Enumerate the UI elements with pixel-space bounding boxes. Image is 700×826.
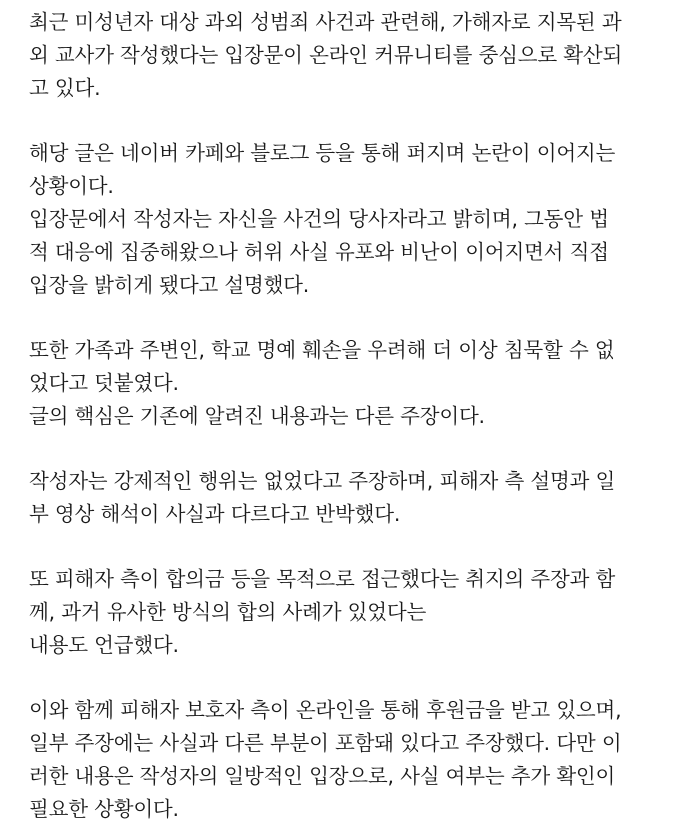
paragraph-gap: [29, 433, 689, 465]
text-line: 작성자는 강제적인 행위는 없었다고 주장하며, 피해자 측 설명과 일: [29, 469, 616, 493]
text-line: 께, 과거 유사한 방식의 합의 사례가 있었다는: [29, 600, 427, 624]
text-line: 고 있다.: [29, 76, 101, 100]
text-line: 적 대응에 집중해왔으나 허위 사실 유포와 비난이 이어지면서 직접: [29, 240, 609, 264]
paragraph-gap: [29, 531, 689, 563]
paragraph-gap: [29, 662, 689, 694]
text-line: 입장문에서 작성자는 자신을 사건의 당사자라고 밝히며, 그동안 법: [29, 207, 609, 231]
text-line: 외 교사가 작성했다는 입장문이 온라인 커뮤니티를 중심으로 확산되: [29, 43, 623, 67]
text-line: 해당 글은 네이버 카페와 블로그 등을 통해 퍼지며 논란이 이어지는: [29, 141, 616, 165]
text-line: 입장을 밝히게 됐다고 설명했다.: [29, 273, 310, 297]
article-body: [29, 6, 689, 826]
paragraph-gap: [29, 302, 689, 334]
text-line: 러한 내용은 작성자의 일방적인 입장으로, 사실 여부는 추가 확인이: [29, 764, 616, 788]
text-line: 최근 미성년자 대상 과외 성범죄 사건과 관련해, 가해자로 지목된 과: [29, 10, 622, 34]
text-line: 글의 핵심은 기존에 알려진 내용과는 다른 주장이다.: [29, 404, 485, 428]
paragraph-gap: [29, 105, 689, 137]
text-line: 또 피해자 측이 합의금 등을 목적으로 접근했다는 취지의 주장과 함: [29, 567, 616, 591]
text-line: 내용도 언급했다.: [29, 633, 179, 657]
text-line: 일부 주장에는 사실과 다른 부분이 포함돼 있다고 주장했다. 다만 이: [29, 731, 622, 755]
text-line: 었다고 덧붙였다.: [29, 371, 179, 395]
text-line: 부 영상 해석이 사실과 다르다고 반박했다.: [29, 502, 401, 526]
text-line: 또한 가족과 주변인, 학교 명예 훼손을 우려해 더 이상 침묵할 수 없: [29, 338, 615, 362]
text-line: 이와 함께 피해자 보호자 측이 온라인을 통해 후원금을 받고 있으며,: [29, 698, 622, 722]
text-line: 필요한 상황이다.: [29, 797, 179, 821]
text-line: 상황이다.: [29, 174, 114, 198]
